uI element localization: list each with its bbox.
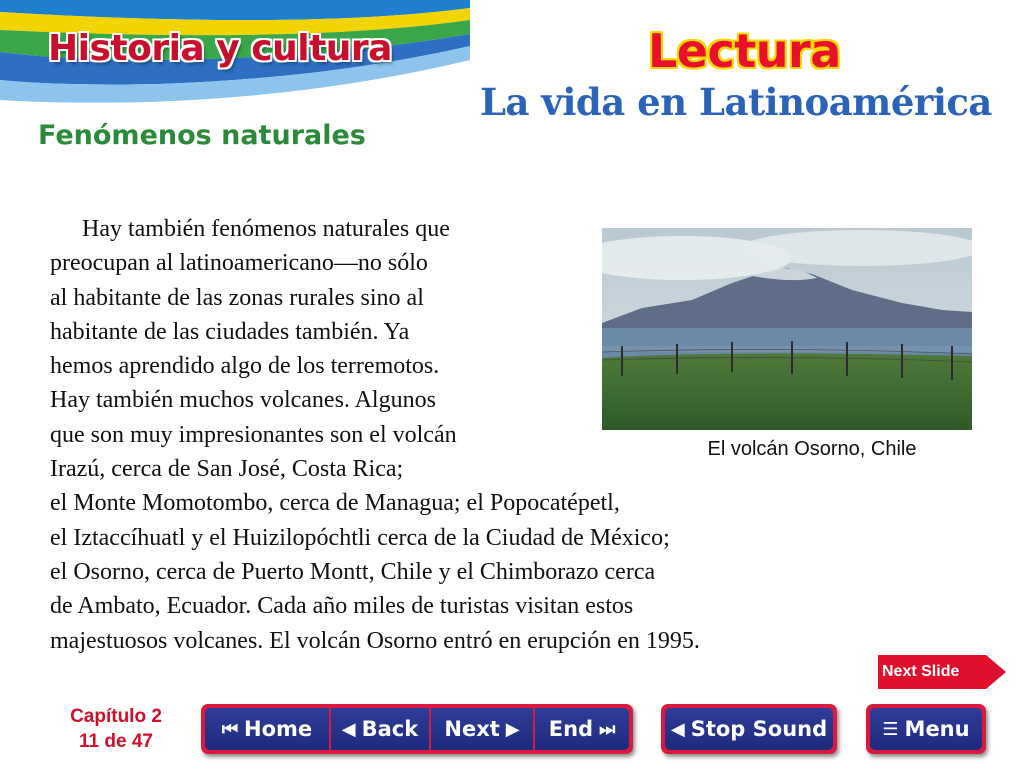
- body-line: el Monte Momotombo, cerca de Managua; el Popocatépetl,: [50, 490, 620, 517]
- body-line: que son muy impresionantes son el volcán: [50, 421, 457, 448]
- next-slide-label: Next Slide: [882, 663, 960, 680]
- back-arrow-icon: ◀: [341, 718, 356, 740]
- body-line: de Ambato, Ecuador. Cada año miles de turistas visitan estos: [50, 593, 634, 620]
- speaker-icon: ◀: [670, 718, 685, 740]
- chapter-indicator: [50, 704, 182, 754]
- home-button[interactable]: [205, 708, 331, 750]
- skip-forward-icon: ⏭: [599, 718, 616, 740]
- next-arrow-icon: ▶: [505, 718, 520, 740]
- header-banner: [0, 0, 470, 115]
- volcano-photo: [602, 228, 972, 430]
- menu-icon: ☰: [882, 718, 899, 740]
- stop-sound-button[interactable]: [665, 708, 833, 750]
- back-button[interactable]: [331, 708, 431, 750]
- reading-title: La vida en Latinoamérica: [480, 80, 992, 124]
- body-line: habitante de las ciudades también. Ya: [50, 318, 410, 345]
- section-subtitle: Fenómenos naturales: [38, 120, 366, 151]
- back-label: Back: [361, 717, 419, 741]
- body-line: el Osorno, cerca de Puerto Montt, Chile y el Chimborazo cerca: [50, 558, 656, 585]
- end-button[interactable]: [535, 708, 629, 750]
- volcano-landscape-image: [602, 228, 972, 430]
- photo-caption: El volcán Osorno, Chile: [707, 438, 917, 460]
- next-button[interactable]: [431, 708, 535, 750]
- menu-group: [866, 704, 986, 754]
- home-label: Home: [244, 717, 313, 741]
- body-line: preocupan al latinoamericano—no sólo: [50, 250, 428, 277]
- body-line: majestuosos volcanes. El volcán Osorno entró en erupción en 1995.: [50, 627, 700, 654]
- body-line: hemos aprendido algo de los terremotos.: [50, 353, 440, 380]
- end-label: End: [548, 717, 594, 741]
- menu-button[interactable]: [870, 708, 982, 750]
- body-line: el Iztaccíhuatl y el Huizilopóchtli cerca de la Ciudad de México;: [50, 524, 670, 551]
- next-slide-button[interactable]: [878, 655, 1006, 689]
- chapter-label: Capítulo 2: [70, 706, 162, 727]
- next-label: Next: [444, 717, 500, 741]
- body-line: Irazú, cerca de San José, Costa Rica;: [50, 456, 404, 483]
- body-line: Hay también fenómenos naturales que: [82, 216, 450, 242]
- skip-back-icon: ⏮: [221, 718, 239, 740]
- body-line: al habitante de las zonas rurales sino al: [50, 284, 424, 311]
- reading-label: Lectura: [648, 24, 841, 78]
- series-title: Historia y cultura: [48, 28, 392, 69]
- body-line: Hay también muchos volcanes. Algunos: [50, 387, 436, 414]
- nav-button-group: [201, 704, 633, 754]
- menu-label: Menu: [904, 717, 970, 741]
- page-counter: 11 de 47: [79, 731, 153, 752]
- stop-sound-label: Stop Sound: [690, 717, 828, 741]
- stop-sound-group: [661, 704, 837, 754]
